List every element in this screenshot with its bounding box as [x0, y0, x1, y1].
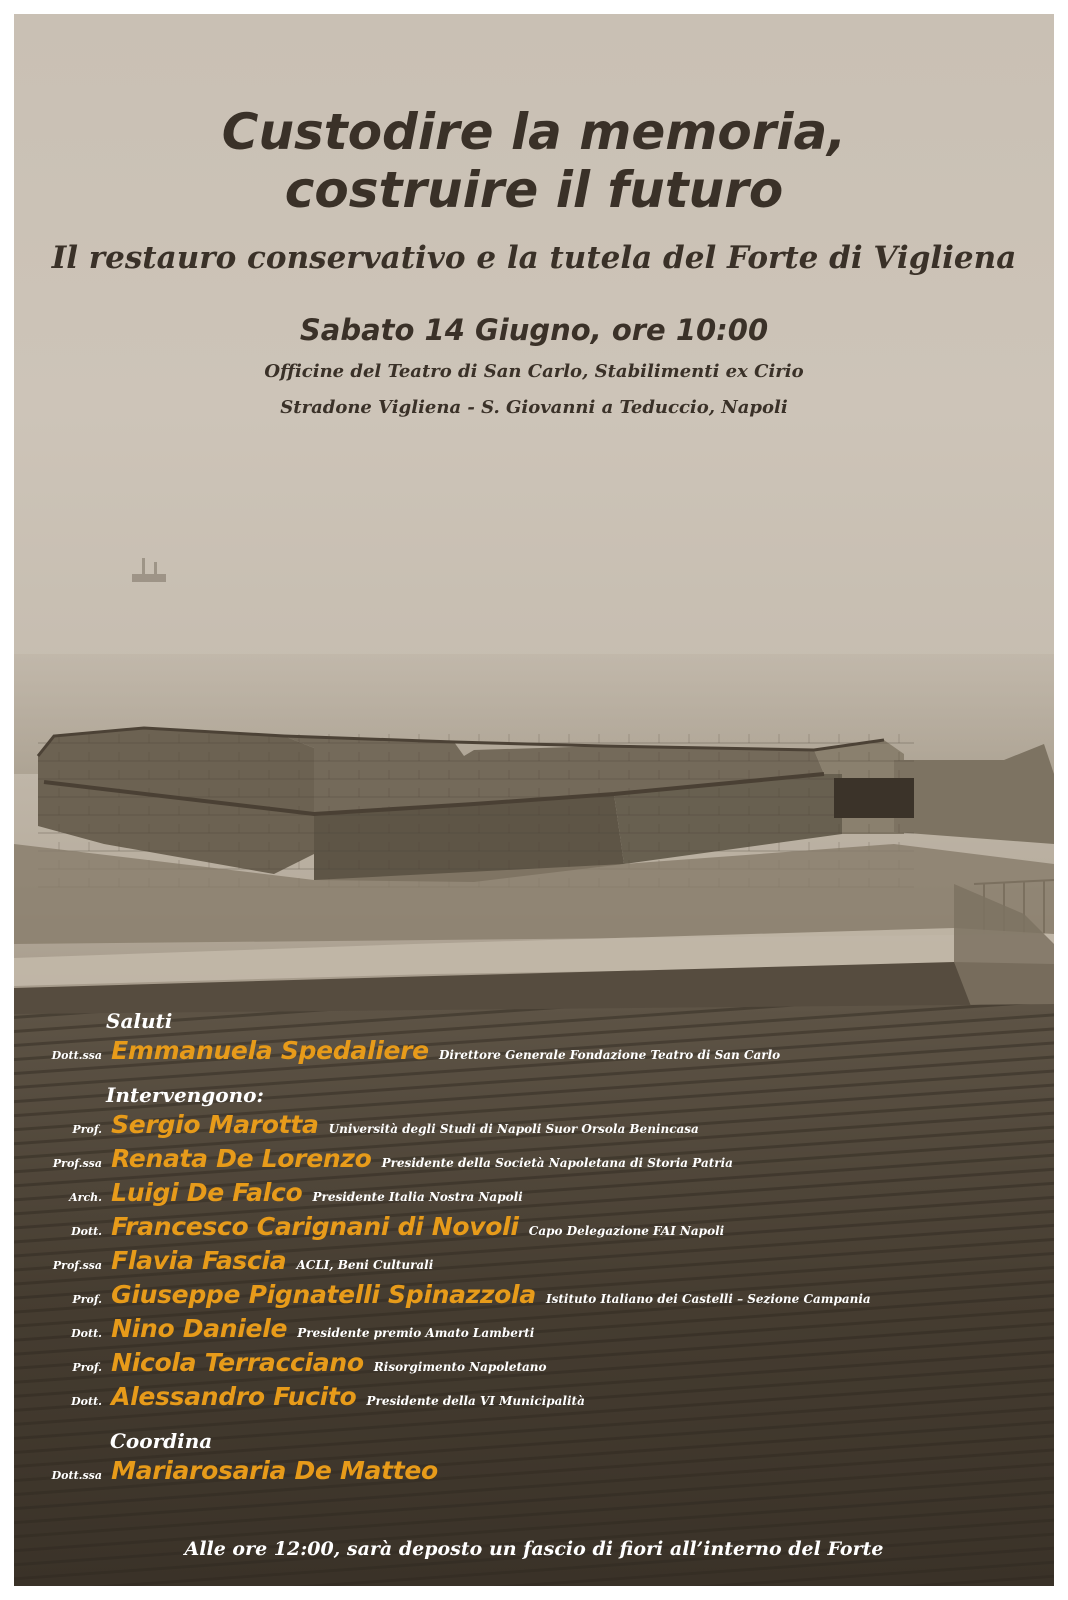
speaker-prefix: Dott. — [71, 1225, 102, 1238]
section-intervengono: Intervengono: — [106, 1083, 264, 1107]
poster — [14, 14, 1054, 1586]
closing-note: Alle ore 12:00, sarà deposto un fascio di fiori all’interno del Forte — [184, 1538, 884, 1560]
title-line-1: Custodire la memoria, — [221, 103, 847, 161]
speaker-prefix: Dott. — [71, 1395, 102, 1408]
speaker-prefix: Prof.ssa — [52, 1157, 102, 1170]
subtitle: Il restauro conservativo e la tutela del Forte di Vigliena — [51, 240, 1017, 276]
section-saluti: Saluti — [106, 1009, 173, 1033]
speaker-role: Università degli Studi di Napoli Suor Orsola Benincasa — [328, 1122, 699, 1136]
speaker-role: Istituto Italiano dei Castelli – Sezione Campania — [546, 1292, 871, 1306]
ship-silhouette — [132, 558, 166, 582]
section-coordina: Coordina — [110, 1429, 213, 1453]
speaker-prefix: Prof. — [72, 1361, 102, 1374]
speaker-name: Nicola Terracciano — [111, 1348, 364, 1377]
speaker-prefix: Prof. — [72, 1123, 102, 1136]
speaker-role: Capo Delegazione FAI Napoli — [528, 1224, 725, 1238]
speaker-name: Flavia Fascia — [111, 1246, 287, 1275]
speaker-role: Presidente premio Amato Lamberti — [297, 1326, 535, 1340]
speaker-name: Luigi De Falco — [111, 1178, 303, 1207]
speaker-name: Emmanuela Spedaliere — [111, 1036, 429, 1065]
speaker-name: Sergio Marotta — [111, 1110, 319, 1139]
speaker-prefix: Prof.ssa — [52, 1259, 102, 1272]
coordinator-row — [36, 1456, 443, 1490]
speaker-role: Presidente della VI Municipalità — [366, 1394, 585, 1408]
speaker-role: Presidente Italia Nostra Napoli — [312, 1190, 523, 1204]
venue-line-2: Stradone Vigliena - S. Giovanni a Teduccio, Napoli — [280, 397, 788, 418]
speaker-name: Alessandro Fucito — [111, 1382, 357, 1411]
speaker-role: Presidente della Società Napoletana di Storia Patria — [381, 1156, 733, 1170]
speaker-row — [36, 1246, 433, 1280]
speaker-prefix: Dott.ssa — [51, 1049, 102, 1062]
greeting-row — [36, 1036, 780, 1070]
title-line-2: costruire il futuro — [284, 161, 784, 219]
speaker-row — [36, 1348, 547, 1382]
speaker-row — [36, 1110, 699, 1144]
speaker-role: Direttore Generale Fondazione Teatro di San Carlo — [438, 1048, 781, 1062]
speaker-name: Nino Daniele — [111, 1314, 288, 1343]
speaker-row — [36, 1314, 534, 1348]
speaker-role: ACLI, Beni Culturali — [296, 1258, 434, 1272]
speaker-name: Francesco Carignani di Novoli — [111, 1212, 519, 1241]
event-date: Sabato 14 Giugno, ore 10:00 — [299, 313, 769, 347]
speaker-name: Giuseppe Pignatelli Spinazzola — [111, 1280, 536, 1309]
speaker-row — [36, 1144, 733, 1178]
speaker-row — [36, 1280, 871, 1314]
speaker-role: Risorgimento Napoletano — [373, 1360, 547, 1374]
speaker-name: Mariarosaria De Matteo — [111, 1456, 438, 1485]
speaker-prefix: Dott.ssa — [51, 1469, 102, 1482]
speaker-prefix: Dott. — [71, 1327, 102, 1340]
speaker-row — [36, 1212, 724, 1246]
speaker-prefix: Arch. — [69, 1191, 102, 1204]
speaker-prefix: Prof. — [72, 1293, 102, 1306]
speaker-row — [36, 1382, 585, 1416]
speaker-name: Renata De Lorenzo — [111, 1144, 372, 1173]
speaker-row — [36, 1178, 523, 1212]
venue-line-1: Officine del Teatro di San Carlo, Stabilimenti ex Cirio — [264, 361, 804, 382]
